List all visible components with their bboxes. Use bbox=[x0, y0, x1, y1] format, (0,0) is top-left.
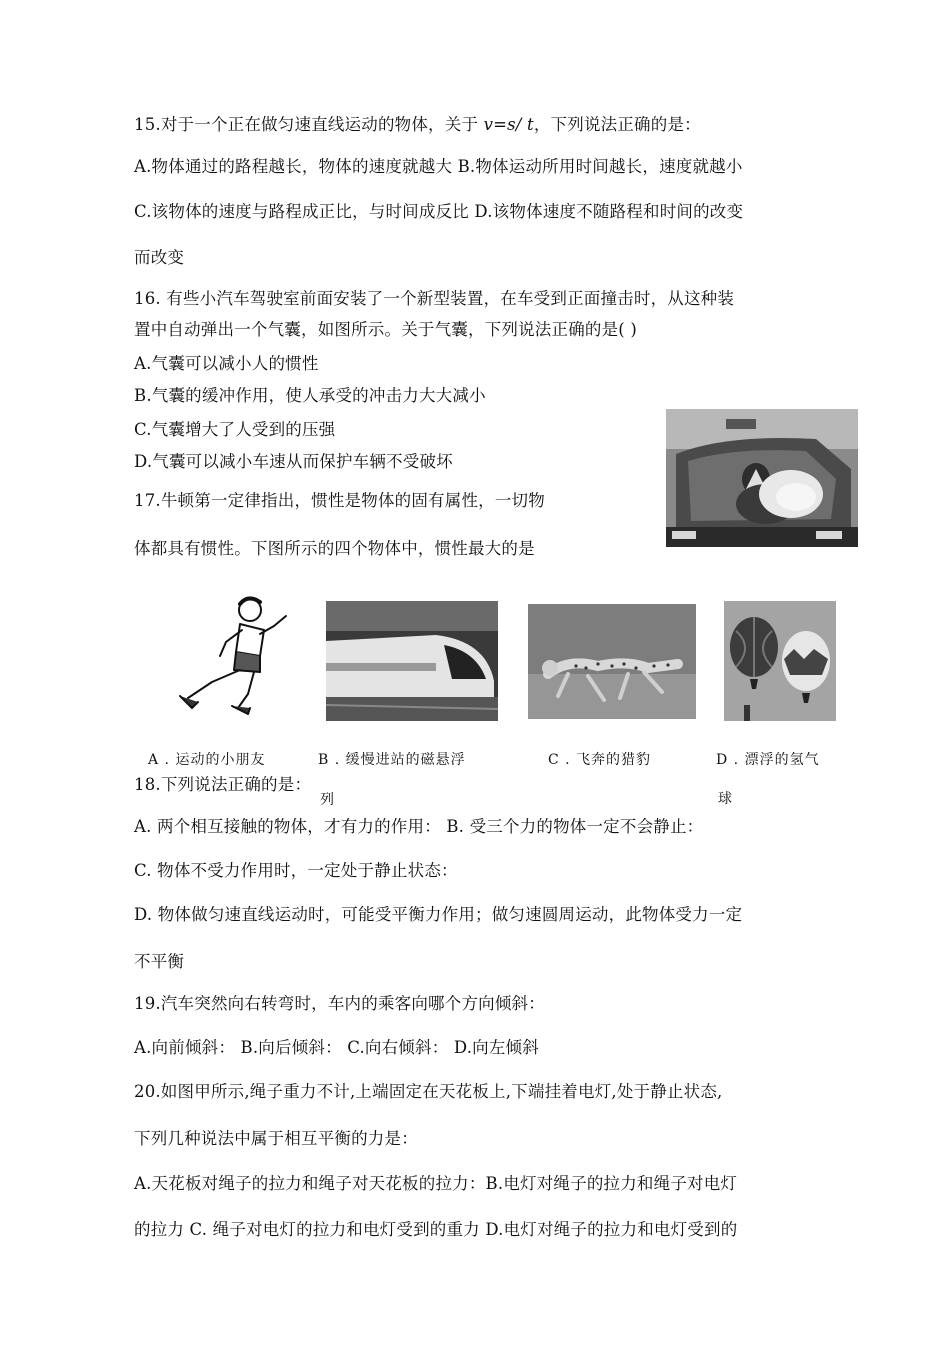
q18-option-d: D. 物体做匀速直线运动时，可能受平衡力作用；做匀速圆周运动，此物体受力一定 bbox=[134, 905, 743, 924]
q16-option-c: C.气囊增大了人受到的压强 bbox=[134, 420, 336, 439]
q20-options-cd: 的拉力 C. 绳子对电灯的拉力和电灯受到的重力 D.电灯对绳子的拉力和电灯受到的 bbox=[134, 1220, 738, 1239]
caption-d-continued: 球 bbox=[718, 791, 733, 807]
q16-stem-line1: 16. 有些小汽车驾驶室前面安装了一个新型装置，在车受到正面撞击时，从这种装 bbox=[134, 289, 735, 308]
q20-stem-line2: 下列几种说法中属于相互平衡的力是： bbox=[134, 1129, 418, 1148]
q16-option-b: B.气囊的缓冲作用，使人承受的冲击力大大减小 bbox=[134, 386, 486, 405]
q16-stem-line2: 置中自动弹出一个气囊，如图所示。关于气囊，下列说法正确的是( ) bbox=[134, 320, 638, 339]
q20-stem-line1: 20.如图甲所示,绳子重力不计,上端固定在天花板上,下端挂着电灯,处于静止状态, bbox=[134, 1082, 723, 1101]
cheetah-image bbox=[528, 604, 696, 719]
q18-stem: 18.下列说法正确的是： bbox=[134, 775, 312, 794]
q15-formula: v=s/ t bbox=[483, 115, 534, 134]
caption-d: D . 漂浮的氢气 bbox=[716, 752, 820, 768]
q17-stem-line2: 体都具有惯性。下图所示的四个物体中，惯性最大的是 bbox=[134, 539, 535, 558]
caption-b: B . 缓慢进站的磁悬浮 bbox=[318, 752, 466, 768]
q15-stem-before: 15.对于一个正在做匀速直线运动的物体，关于 bbox=[134, 115, 484, 134]
q17-stem-line1: 17.牛顿第一定律指出，惯性是物体的固有属性，一切物 bbox=[134, 491, 545, 510]
q16-option-d: D.气囊可以减小车速从而保护车辆不受破坏 bbox=[134, 452, 453, 471]
maglev-train-image bbox=[326, 601, 498, 721]
q15-stem bbox=[134, 114, 701, 136]
q20-options-ab: A.天花板对绳子的拉力和绳子对天花板的拉力：B.电灯对绳子的拉力和绳子对电灯 bbox=[134, 1174, 738, 1193]
q15-options-cd-continued: 而改变 bbox=[134, 248, 185, 267]
q15-options-ab: A.物体通过的路程越长，物体的速度就越大 B.物体运动所用时间越长，速度就越小 bbox=[134, 157, 743, 176]
balloons-image bbox=[724, 601, 836, 721]
airbag-photo bbox=[666, 409, 858, 547]
q18-options-ab: A. 两个相互接触的物体，才有力的作用： B. 受三个力的物体一定不会静止： bbox=[134, 817, 704, 836]
q15-stem-after: ，下列说法正确的是： bbox=[533, 115, 701, 134]
caption-c: C . 飞奔的猎豹 bbox=[548, 752, 652, 768]
q19-options: A.向前倾斜： B.向后倾斜： C.向右倾斜： D.向左倾斜 bbox=[134, 1038, 539, 1057]
running-child-image bbox=[168, 590, 296, 722]
q15-options-cd: C.该物体的速度与路程成正比，与时间成反比 D.该物体速度不随路程和时间的改变 bbox=[134, 202, 744, 221]
q19-stem: 19.汽车突然向右转弯时，车内的乘客向哪个方向倾斜： bbox=[134, 994, 545, 1013]
caption-b-continued: 列 bbox=[320, 792, 335, 808]
q16-option-a: A.气囊可以减小人的惯性 bbox=[134, 354, 319, 373]
caption-a: A . 运动的小朋友 bbox=[148, 752, 266, 768]
q18-option-d-continued: 不平衡 bbox=[134, 952, 185, 971]
q18-option-c: C. 物体不受力作用时，一定处于静止状态： bbox=[134, 861, 458, 880]
